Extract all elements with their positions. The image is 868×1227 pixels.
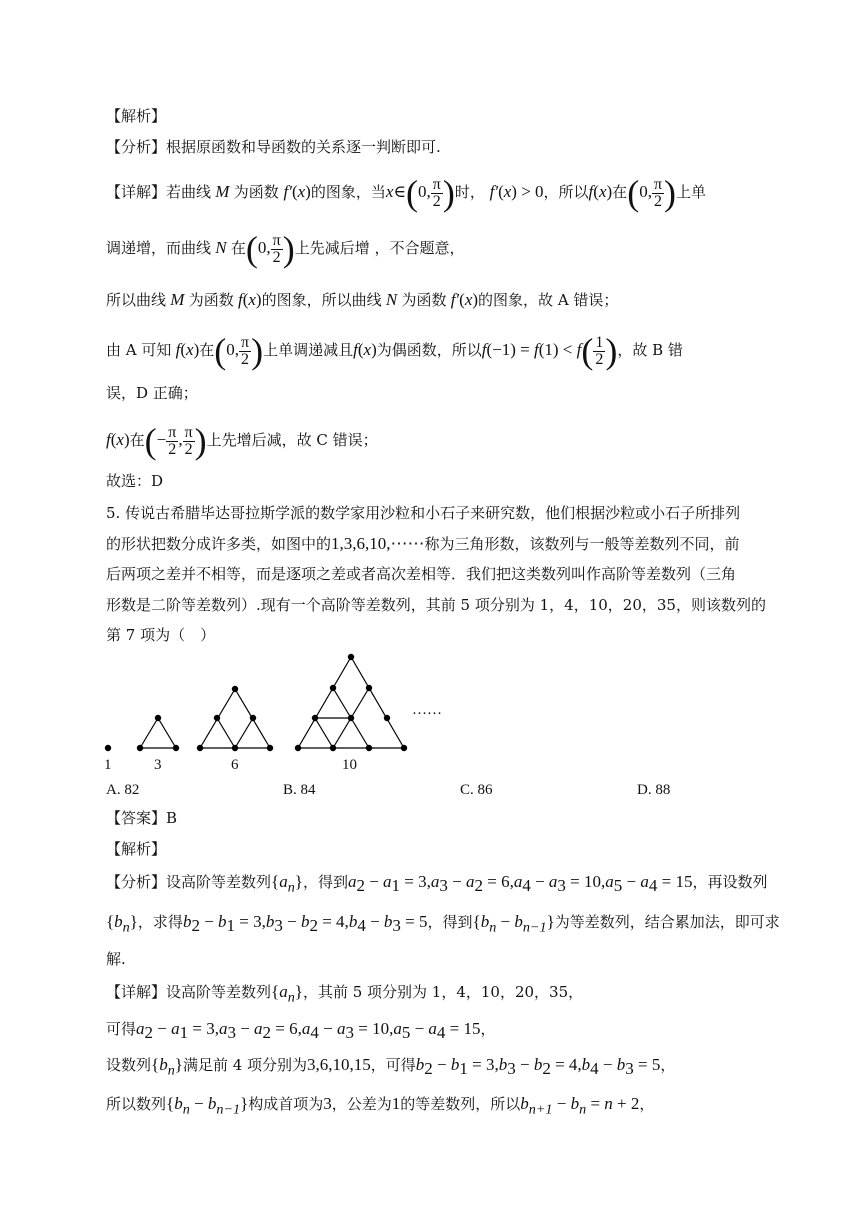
question-line-2: 的形状把数分成许多类，如图中的1,3,6,10,⋯⋯称为三角形数，该数列与一般等差数列不同，前: [106, 534, 740, 553]
detail-line-5: 误，D 正确；: [106, 384, 198, 402]
detail-line-1: 【详解】若曲线 M 为函数 f′(x)的图象，当x∈(0, $\frac{\pi}{2}$ )时， f′(x) > 0，所以f(x)在(0, $\frac{\pi}{2}$ )上单: [106, 173, 707, 213]
solution-line-1: 【详解】设高阶等差数列$\{a_n\}$，其前 5 项分别为 1，4，10，20，35，: [106, 982, 584, 1006]
option-d: D. 88: [637, 782, 671, 798]
figure-label-10: 10: [342, 757, 357, 773]
detail-line-6: f(x)在(− $\frac{\pi}{2}$ , $\frac{\pi}{2}$ )上先增后减，故 C 错误；: [106, 421, 378, 461]
analysis-header: 【解析】: [106, 107, 167, 125]
solution-line-2: 可得$a_2 - a_1 = 3,a_3 - a_2 = 6,a_4 - a_3 = 10,a_5 - a_4 = 15$，: [106, 1019, 496, 1042]
solution-line-3: 设数列$\{b_n\}$满足前 4 项分别为3,6,10,15，可得$b_2 - b_1 = 3,b_3 - b_2 = 4,b_4 - b_3 = 5$，: [106, 1055, 676, 1079]
detail-line-3: 所以曲线 M 为函数 f(x)的图象，所以曲线 N 为函数 f′(x)的图象，故 A 错误；: [106, 290, 619, 309]
analysis-text: 【分析】根据原函数和导函数的关系逐一判断即可.: [106, 138, 441, 156]
option-a: A. 82: [106, 782, 140, 798]
analysis-header-2: 【解析】: [106, 840, 167, 858]
detail-line-4: 由 A 可知 f(x)在(0, $\frac{\pi}{2}$ )上单调递减且f(x)为偶函数，所以f(−1) = f(1) < f( $\frac{1}{2}$ )，故 B 错: [106, 331, 683, 371]
figure-label-1: 1: [104, 757, 112, 773]
dot: [105, 745, 110, 750]
question-line-3: 后两项之差并不相等，而是逐项之差或者高次差相等．我们把这类数列叫作高阶等差数列（三角: [106, 565, 737, 583]
analysis-line-2: $\{b_n\}$，求得$b_2 - b_1 = 3,b_3 - b_2 = 4,b_4 - b_3 = 5$，得到$\{b_n - b_{n-1}\}$为等差数列，结合累加法，即可求: [106, 912, 780, 936]
figure-label-3: 3: [154, 757, 162, 773]
option-c: C. 86: [460, 782, 493, 798]
figure-label-6: 6: [231, 757, 239, 773]
question-line-4: 形数是二阶等差数列）.现有一个高阶等差数列，其前 5 项分别为 1，4，10，20，35，则该数列的: [106, 596, 766, 614]
triangle-10: [295, 654, 406, 750]
choice-line: 故选：D: [106, 472, 164, 490]
option-b: B. 84: [283, 782, 316, 798]
detail-line-2: 调递增，而曲线 N 在(0, $\frac{\pi}{2}$ )上先减后增 ，不合题意，: [106, 229, 465, 269]
triangle-6: [197, 686, 272, 750]
triangle-3: [137, 715, 178, 750]
question-line-1: 5. 传说古希腊毕达哥拉斯学派的数学家用沙粒和小石子来研究数，他们根据沙粒或小石子所排列: [106, 504, 741, 522]
analysis-line-3: 解.: [106, 950, 126, 968]
question-line-5: 第 7 项为（ ）: [106, 626, 216, 644]
solution-line-4: 所以数列$\{b_n - b_{n-1}\}$构成首项为3，公差为1的等差数列，所以$b_{n+1} - b_n = n + 2$，: [106, 1094, 655, 1118]
answer-line: 【答案】B: [106, 809, 178, 827]
analysis-line-1: 【分析】设高阶等差数列$\{a_n\}$，得到$a_2 - a_1 = 3,a_3 - a_2 = 6,a_4 - a_3 = 10,a_5 - a_4 = 15$，再设数列: [106, 872, 768, 896]
figure-ellipsis: ……: [412, 702, 442, 718]
